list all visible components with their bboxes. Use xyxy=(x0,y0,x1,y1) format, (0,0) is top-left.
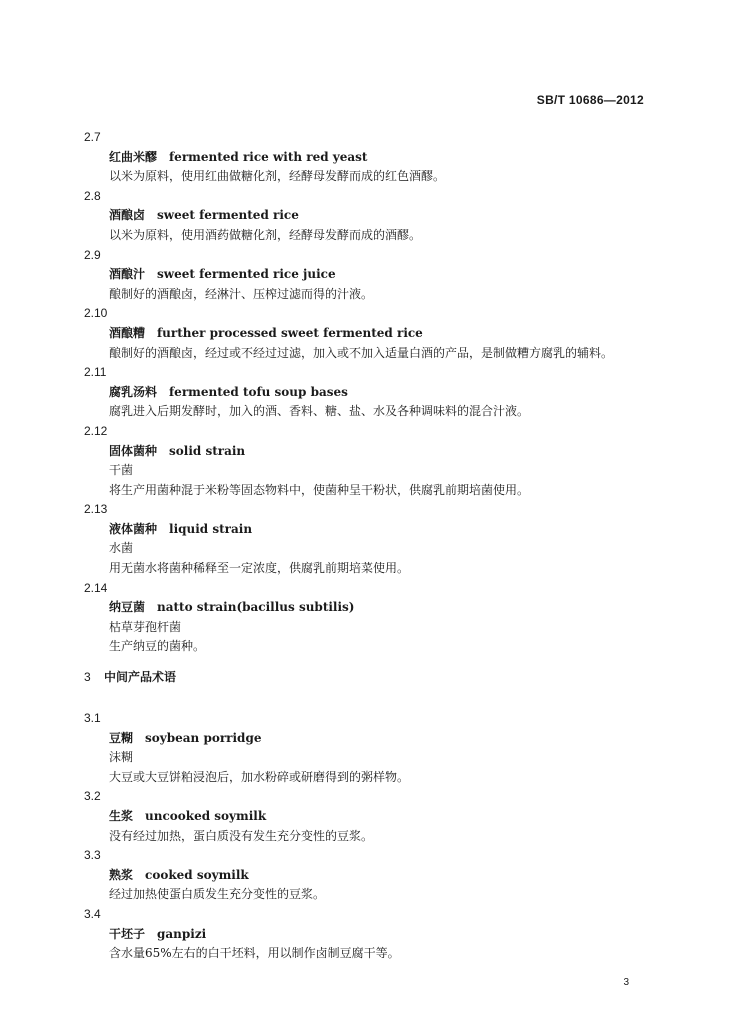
term-synonym: 水菌 xyxy=(109,541,134,556)
term-heading xyxy=(109,520,664,540)
term-definition: 腐乳进入后期发酵时，加入的酒、香料、糖、盐、水及各种调味料的混合汁液。 xyxy=(109,404,530,419)
term-chinese: 红曲米醪 xyxy=(109,149,158,164)
term-number: 2.12 xyxy=(84,423,108,438)
term-definition: 酿制好的酒酿卤，经过或不经过过滤，加入或不加入适量白酒的产品，是制做糟方腐乳的辅料。 xyxy=(109,345,614,360)
term-number: 2.9 xyxy=(84,247,101,262)
term-chinese: 腐乳汤料 xyxy=(109,384,158,399)
term-english: sweet fermented rice xyxy=(157,208,299,223)
term-english: fermented rice with red yeast xyxy=(169,149,368,164)
standard-code: SB/T 10686—2012 xyxy=(536,93,644,107)
term-english: solid strain xyxy=(169,443,246,458)
term-number: 2.10 xyxy=(84,306,108,321)
term-heading xyxy=(109,442,664,462)
term-heading xyxy=(109,729,664,749)
term-number: 2.13 xyxy=(84,502,108,517)
term-entry xyxy=(84,579,664,657)
term-chinese: 熟浆 xyxy=(109,867,134,882)
term-heading xyxy=(109,383,664,403)
term-english: fermented tofu soup bases xyxy=(169,384,348,399)
term-definition: 以米为原料，使用红曲做糖化剂，经酵母发酵而成的红色酒醪。 xyxy=(109,169,446,184)
term-definition: 含水量65%左右的白干坯料，用以制作卤制豆腐干等。 xyxy=(109,946,400,961)
section-heading xyxy=(84,667,664,687)
section-number: 3 xyxy=(84,670,91,685)
term-english: ganpizi xyxy=(157,926,207,941)
term-heading xyxy=(109,206,664,226)
term-heading xyxy=(109,866,664,886)
term-list-section-3 xyxy=(84,709,664,964)
term-synonym: 干菌 xyxy=(109,463,134,478)
term-number: 3.4 xyxy=(84,906,101,921)
term-entry xyxy=(84,846,664,905)
term-heading xyxy=(109,598,664,618)
term-heading xyxy=(109,265,664,285)
term-english: cooked soymilk xyxy=(145,867,249,882)
term-definition: 经过加热使蛋白质发生充分变性的豆浆。 xyxy=(109,887,326,902)
term-chinese: 干坯子 xyxy=(109,926,146,941)
term-english: further processed sweet fermented rice xyxy=(157,325,423,340)
term-entry xyxy=(84,363,664,422)
term-number: 2.7 xyxy=(84,130,101,144)
term-english: uncooked soymilk xyxy=(145,809,267,823)
term-english: liquid strain xyxy=(169,521,253,536)
term-definition: 用无菌水将菌种稀释至一定浓度，供腐乳前期培菜使用。 xyxy=(109,561,410,576)
term-chinese: 纳豆菌 xyxy=(109,600,146,615)
term-synonym: 沫糊 xyxy=(109,750,134,765)
term-chinese: 酒酿汁 xyxy=(109,267,146,282)
term-number: 3.2 xyxy=(84,789,101,804)
term-english: natto strain(bacillus subtilis) xyxy=(157,600,355,615)
term-chinese: 酒酿卤 xyxy=(109,208,146,223)
term-entry xyxy=(84,787,664,846)
term-entry xyxy=(84,187,664,246)
term-chinese: 酒酿糟 xyxy=(109,325,146,340)
term-definition: 没有经过加热，蛋白质没有发生充分变性的豆浆。 xyxy=(109,828,374,843)
term-entry xyxy=(84,304,664,363)
term-chinese: 生浆 xyxy=(109,809,134,823)
section-title: 中间产品术语 xyxy=(104,670,177,685)
term-entry xyxy=(84,500,664,578)
term-entry xyxy=(84,246,664,305)
term-entry xyxy=(84,905,664,964)
term-synonym: 枯草芽孢杆菌 xyxy=(109,619,182,634)
term-number: 3.3 xyxy=(84,848,101,863)
term-english: sweet fermented rice juice xyxy=(157,267,336,282)
term-chinese: 固体菌种 xyxy=(109,443,158,458)
term-entry xyxy=(84,422,664,500)
term-definition: 大豆或大豆饼粕浸泡后，加水粉碎或研磨得到的粥样物。 xyxy=(109,769,410,784)
term-entry xyxy=(84,709,664,787)
term-definition: 将生产用菌种混于米粉等固态物料中，使菌种呈干粉状，供腐乳前期培菌使用。 xyxy=(109,482,530,497)
term-definition: 酿制好的酒酿卤，经淋汁、压榨过滤而得的汁液。 xyxy=(109,286,374,301)
term-definition: 生产纳豆的菌种。 xyxy=(109,639,206,654)
term-heading xyxy=(109,324,664,344)
term-entry xyxy=(84,128,664,187)
term-number: 3.1 xyxy=(84,711,101,726)
term-number: 2.8 xyxy=(84,188,101,203)
term-heading xyxy=(109,148,664,168)
term-definition: 以米为原料，使用酒药做糖化剂，经酵母发酵而成的酒醪。 xyxy=(109,227,422,242)
term-chinese: 豆糊 xyxy=(109,730,134,745)
term-number: 2.14 xyxy=(84,580,108,595)
page-number: 3 xyxy=(623,977,629,988)
term-number: 2.11 xyxy=(84,365,107,380)
term-list-section-2 xyxy=(84,128,664,657)
term-chinese: 液体菌种 xyxy=(109,521,158,536)
term-heading xyxy=(109,807,664,827)
term-english: soybean porridge xyxy=(145,730,262,745)
document-body xyxy=(84,128,664,964)
term-heading xyxy=(109,925,664,945)
